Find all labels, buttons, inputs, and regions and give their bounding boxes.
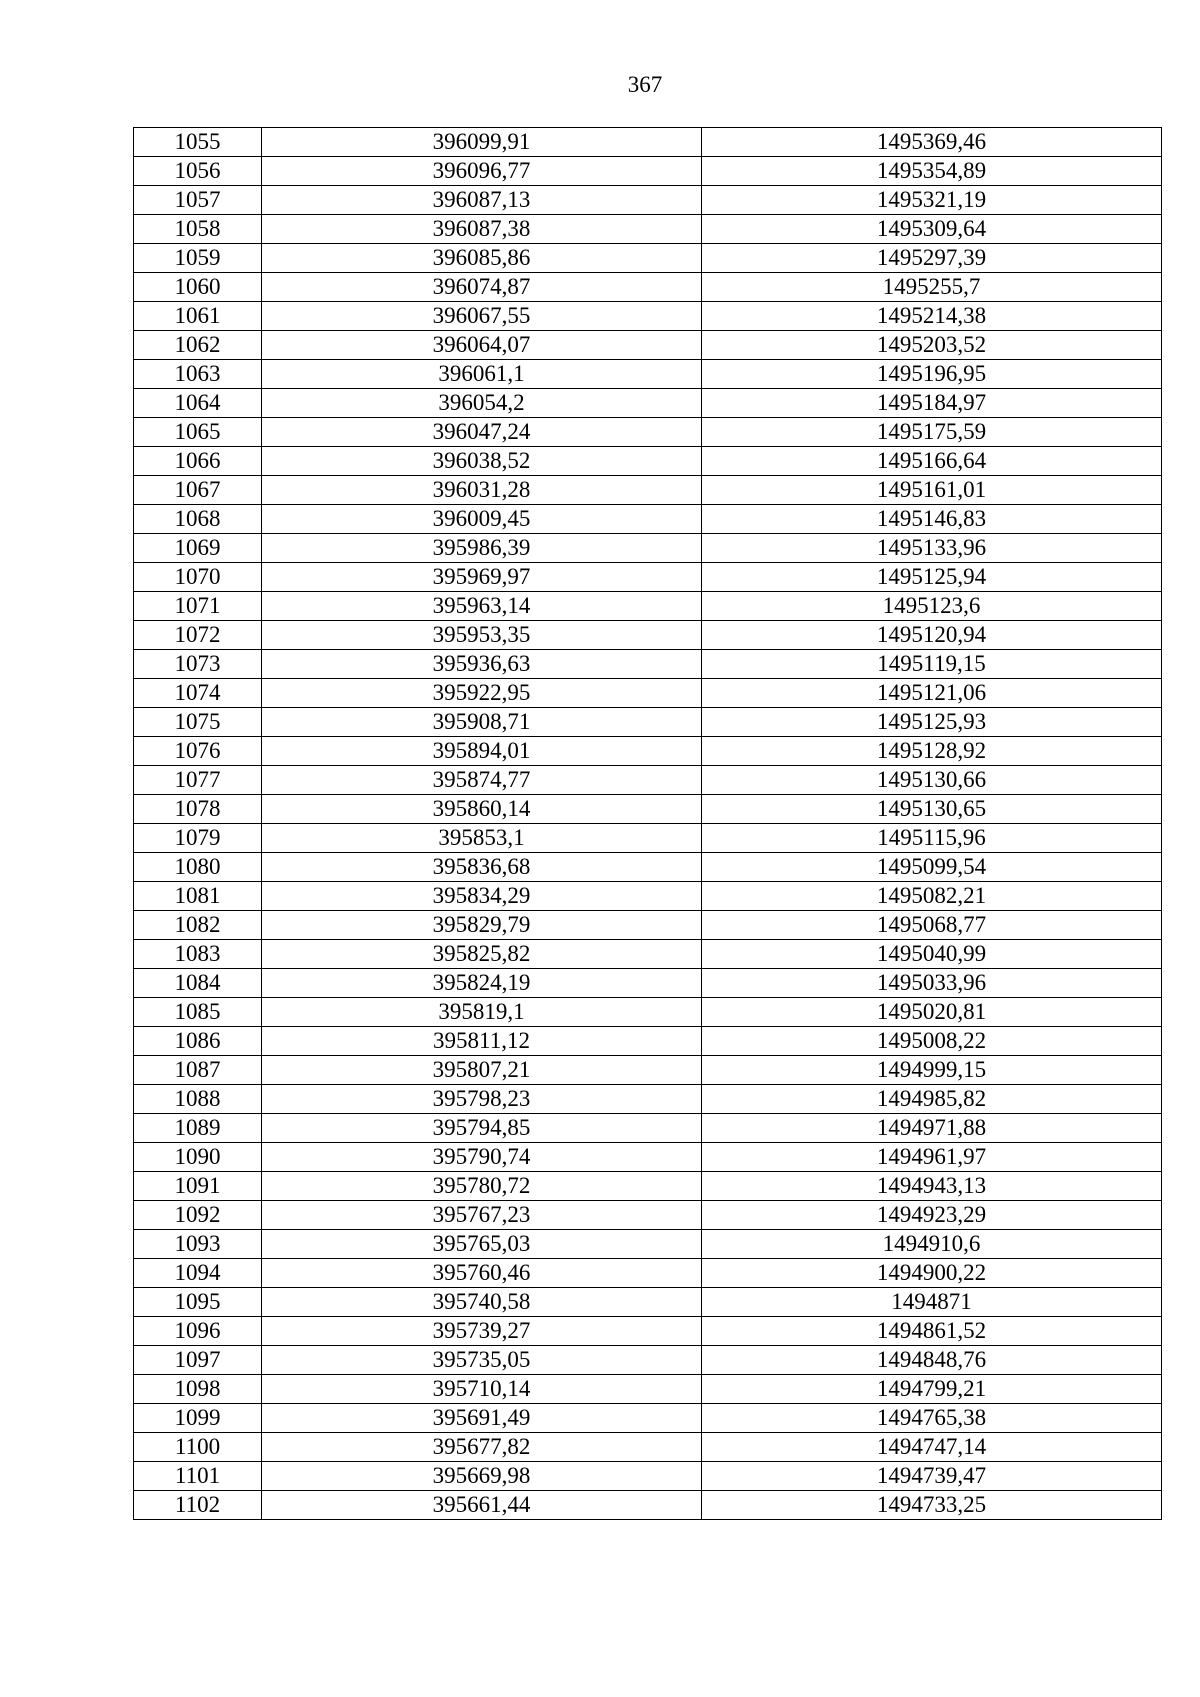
- y-coordinate-cell: 1494848,76: [702, 1346, 1162, 1375]
- point-number-cell: 1096: [134, 1317, 262, 1346]
- point-number-cell: 1059: [134, 244, 262, 273]
- table-row: [134, 1433, 1162, 1462]
- y-coordinate-cell: 1494861,52: [702, 1317, 1162, 1346]
- x-coordinate-cell: 395834,29: [262, 882, 702, 911]
- table-row: [134, 1404, 1162, 1433]
- x-coordinate-cell: 395969,97: [262, 563, 702, 592]
- x-coordinate-cell: 395760,46: [262, 1259, 702, 1288]
- table-row: [134, 1230, 1162, 1259]
- point-number-cell: 1071: [134, 592, 262, 621]
- table-row: [134, 882, 1162, 911]
- table-row: [134, 1143, 1162, 1172]
- y-coordinate-cell: 1495255,7: [702, 273, 1162, 302]
- point-number-cell: 1085: [134, 998, 262, 1027]
- point-number-cell: 1055: [134, 128, 262, 157]
- table-row: [134, 186, 1162, 215]
- x-coordinate-cell: 396047,24: [262, 418, 702, 447]
- point-number-cell: 1079: [134, 824, 262, 853]
- y-coordinate-cell: 1495033,96: [702, 969, 1162, 998]
- point-number-cell: 1083: [134, 940, 262, 969]
- x-coordinate-cell: 396009,45: [262, 505, 702, 534]
- y-coordinate-cell: 1494943,13: [702, 1172, 1162, 1201]
- point-number-cell: 1100: [134, 1433, 262, 1462]
- point-number-cell: 1081: [134, 882, 262, 911]
- table-row: [134, 1172, 1162, 1201]
- x-coordinate-cell: 396031,28: [262, 476, 702, 505]
- table-row: [134, 708, 1162, 737]
- x-coordinate-cell: 396038,52: [262, 447, 702, 476]
- x-coordinate-cell: 395963,14: [262, 592, 702, 621]
- table-row: [134, 128, 1162, 157]
- point-number-cell: 1082: [134, 911, 262, 940]
- y-coordinate-cell: 1495119,15: [702, 650, 1162, 679]
- x-coordinate-cell: 395953,35: [262, 621, 702, 650]
- x-coordinate-cell: 396099,91: [262, 128, 702, 157]
- y-coordinate-cell: 1495120,94: [702, 621, 1162, 650]
- coordinates-table: [133, 127, 1162, 1520]
- x-coordinate-cell: 395824,19: [262, 969, 702, 998]
- y-coordinate-cell: 1495184,97: [702, 389, 1162, 418]
- x-coordinate-cell: 395860,14: [262, 795, 702, 824]
- y-coordinate-cell: 1495115,96: [702, 824, 1162, 853]
- point-number-cell: 1073: [134, 650, 262, 679]
- y-coordinate-cell: 1495369,46: [702, 128, 1162, 157]
- table-row: [134, 476, 1162, 505]
- x-coordinate-cell: 395807,21: [262, 1056, 702, 1085]
- x-coordinate-cell: 396061,1: [262, 360, 702, 389]
- y-coordinate-cell: 1495130,65: [702, 795, 1162, 824]
- point-number-cell: 1056: [134, 157, 262, 186]
- point-number-cell: 1070: [134, 563, 262, 592]
- x-coordinate-cell: 395780,72: [262, 1172, 702, 1201]
- page-number: 367: [627, 72, 663, 97]
- y-coordinate-cell: 1494739,47: [702, 1462, 1162, 1491]
- table-row: [134, 969, 1162, 998]
- table-row: [134, 244, 1162, 273]
- x-coordinate-cell: 395829,79: [262, 911, 702, 940]
- point-number-cell: 1058: [134, 215, 262, 244]
- x-coordinate-cell: 396096,77: [262, 157, 702, 186]
- table-row: [134, 1317, 1162, 1346]
- point-number-cell: 1091: [134, 1172, 262, 1201]
- x-coordinate-cell: 396087,38: [262, 215, 702, 244]
- table-row: [134, 1085, 1162, 1114]
- y-coordinate-cell: 1494999,15: [702, 1056, 1162, 1085]
- point-number-cell: 1102: [134, 1491, 262, 1520]
- x-coordinate-cell: 395691,49: [262, 1404, 702, 1433]
- y-coordinate-cell: 1494765,38: [702, 1404, 1162, 1433]
- y-coordinate-cell: 1495196,95: [702, 360, 1162, 389]
- y-coordinate-cell: 1494900,22: [702, 1259, 1162, 1288]
- point-number-cell: 1068: [134, 505, 262, 534]
- point-number-cell: 1060: [134, 273, 262, 302]
- point-number-cell: 1090: [134, 1143, 262, 1172]
- x-coordinate-cell: 396054,2: [262, 389, 702, 418]
- point-number-cell: 1099: [134, 1404, 262, 1433]
- y-coordinate-cell: 1495125,94: [702, 563, 1162, 592]
- y-coordinate-cell: 1495040,99: [702, 940, 1162, 969]
- table-row: [134, 1288, 1162, 1317]
- point-number-cell: 1066: [134, 447, 262, 476]
- point-number-cell: 1074: [134, 679, 262, 708]
- x-coordinate-cell: 395794,85: [262, 1114, 702, 1143]
- table-row: [134, 679, 1162, 708]
- x-coordinate-cell: 395811,12: [262, 1027, 702, 1056]
- x-coordinate-cell: 396087,13: [262, 186, 702, 215]
- y-coordinate-cell: 1495214,38: [702, 302, 1162, 331]
- point-number-cell: 1086: [134, 1027, 262, 1056]
- x-coordinate-cell: 395740,58: [262, 1288, 702, 1317]
- point-number-cell: 1078: [134, 795, 262, 824]
- point-number-cell: 1063: [134, 360, 262, 389]
- x-coordinate-cell: 395790,74: [262, 1143, 702, 1172]
- table-row: [134, 766, 1162, 795]
- y-coordinate-cell: 1494747,14: [702, 1433, 1162, 1462]
- x-coordinate-cell: 395661,44: [262, 1491, 702, 1520]
- y-coordinate-cell: 1495125,93: [702, 708, 1162, 737]
- table-row: [134, 1346, 1162, 1375]
- table-row: [134, 302, 1162, 331]
- x-coordinate-cell: 395767,23: [262, 1201, 702, 1230]
- y-coordinate-cell: 1494971,88: [702, 1114, 1162, 1143]
- y-coordinate-cell: 1495082,21: [702, 882, 1162, 911]
- x-coordinate-cell: 395936,63: [262, 650, 702, 679]
- x-coordinate-cell: 396067,55: [262, 302, 702, 331]
- point-number-cell: 1087: [134, 1056, 262, 1085]
- table-row: [134, 1201, 1162, 1230]
- y-coordinate-cell: 1495123,6: [702, 592, 1162, 621]
- y-coordinate-cell: 1495068,77: [702, 911, 1162, 940]
- x-coordinate-cell: 395669,98: [262, 1462, 702, 1491]
- x-coordinate-cell: 395765,03: [262, 1230, 702, 1259]
- y-coordinate-cell: 1495354,89: [702, 157, 1162, 186]
- x-coordinate-cell: 395798,23: [262, 1085, 702, 1114]
- table-row: [134, 621, 1162, 650]
- point-number-cell: 1080: [134, 853, 262, 882]
- table-row: [134, 389, 1162, 418]
- x-coordinate-cell: 395677,82: [262, 1433, 702, 1462]
- x-coordinate-cell: 395825,82: [262, 940, 702, 969]
- x-coordinate-cell: 395853,1: [262, 824, 702, 853]
- y-coordinate-cell: 1495133,96: [702, 534, 1162, 563]
- y-coordinate-cell: 1495128,92: [702, 737, 1162, 766]
- table-row: [134, 1491, 1162, 1520]
- table-row: [134, 998, 1162, 1027]
- point-number-cell: 1098: [134, 1375, 262, 1404]
- x-coordinate-cell: 396085,86: [262, 244, 702, 273]
- table-row: [134, 795, 1162, 824]
- table-row: [134, 1114, 1162, 1143]
- y-coordinate-cell: 1495130,66: [702, 766, 1162, 795]
- x-coordinate-cell: 395819,1: [262, 998, 702, 1027]
- table-row: [134, 1259, 1162, 1288]
- table-row: [134, 273, 1162, 302]
- table-row: [134, 360, 1162, 389]
- x-coordinate-cell: 395739,27: [262, 1317, 702, 1346]
- x-coordinate-cell: 396064,07: [262, 331, 702, 360]
- x-coordinate-cell: 395836,68: [262, 853, 702, 882]
- y-coordinate-cell: 1495309,64: [702, 215, 1162, 244]
- table-row: [134, 1027, 1162, 1056]
- point-number-cell: 1077: [134, 766, 262, 795]
- y-coordinate-cell: 1495321,19: [702, 186, 1162, 215]
- table-row: [134, 447, 1162, 476]
- y-coordinate-cell: 1494961,97: [702, 1143, 1162, 1172]
- table-row: [134, 1375, 1162, 1404]
- y-coordinate-cell: 1494799,21: [702, 1375, 1162, 1404]
- x-coordinate-cell: 395922,95: [262, 679, 702, 708]
- table-row: [134, 940, 1162, 969]
- table-row: [134, 563, 1162, 592]
- x-coordinate-cell: 395874,77: [262, 766, 702, 795]
- point-number-cell: 1089: [134, 1114, 262, 1143]
- table-row: [134, 505, 1162, 534]
- x-coordinate-cell: 395735,05: [262, 1346, 702, 1375]
- point-number-cell: 1076: [134, 737, 262, 766]
- y-coordinate-cell: 1495121,06: [702, 679, 1162, 708]
- point-number-cell: 1101: [134, 1462, 262, 1491]
- table-row: [134, 650, 1162, 679]
- x-coordinate-cell: 395894,01: [262, 737, 702, 766]
- y-coordinate-cell: 1494871: [702, 1288, 1162, 1317]
- point-number-cell: 1075: [134, 708, 262, 737]
- table-row: [134, 331, 1162, 360]
- point-number-cell: 1057: [134, 186, 262, 215]
- coordinates-table-body: [134, 128, 1162, 1520]
- point-number-cell: 1093: [134, 1230, 262, 1259]
- table-row: [134, 853, 1162, 882]
- y-coordinate-cell: 1495099,54: [702, 853, 1162, 882]
- table-row: [134, 534, 1162, 563]
- y-coordinate-cell: 1495203,52: [702, 331, 1162, 360]
- point-number-cell: 1072: [134, 621, 262, 650]
- y-coordinate-cell: 1495146,83: [702, 505, 1162, 534]
- point-number-cell: 1095: [134, 1288, 262, 1317]
- point-number-cell: 1064: [134, 389, 262, 418]
- y-coordinate-cell: 1495175,59: [702, 418, 1162, 447]
- y-coordinate-cell: 1495020,81: [702, 998, 1162, 1027]
- x-coordinate-cell: 395908,71: [262, 708, 702, 737]
- y-coordinate-cell: 1494985,82: [702, 1085, 1162, 1114]
- table-row: [134, 1462, 1162, 1491]
- table-row: [134, 1056, 1162, 1085]
- y-coordinate-cell: 1495297,39: [702, 244, 1162, 273]
- y-coordinate-cell: 1495008,22: [702, 1027, 1162, 1056]
- table-row: [134, 215, 1162, 244]
- x-coordinate-cell: 395986,39: [262, 534, 702, 563]
- point-number-cell: 1088: [134, 1085, 262, 1114]
- y-coordinate-cell: 1494910,6: [702, 1230, 1162, 1259]
- table-row: [134, 737, 1162, 766]
- x-coordinate-cell: 395710,14: [262, 1375, 702, 1404]
- point-number-cell: 1084: [134, 969, 262, 998]
- table-row: [134, 911, 1162, 940]
- point-number-cell: 1062: [134, 331, 262, 360]
- table-row: [134, 157, 1162, 186]
- point-number-cell: 1094: [134, 1259, 262, 1288]
- y-coordinate-cell: 1495166,64: [702, 447, 1162, 476]
- y-coordinate-cell: 1494733,25: [702, 1491, 1162, 1520]
- y-coordinate-cell: 1494923,29: [702, 1201, 1162, 1230]
- point-number-cell: 1067: [134, 476, 262, 505]
- point-number-cell: 1069: [134, 534, 262, 563]
- point-number-cell: 1065: [134, 418, 262, 447]
- table-row: [134, 592, 1162, 621]
- point-number-cell: 1061: [134, 302, 262, 331]
- table-row: [134, 824, 1162, 853]
- y-coordinate-cell: 1495161,01: [702, 476, 1162, 505]
- table-row: [134, 418, 1162, 447]
- point-number-cell: 1092: [134, 1201, 262, 1230]
- point-number-cell: 1097: [134, 1346, 262, 1375]
- x-coordinate-cell: 396074,87: [262, 273, 702, 302]
